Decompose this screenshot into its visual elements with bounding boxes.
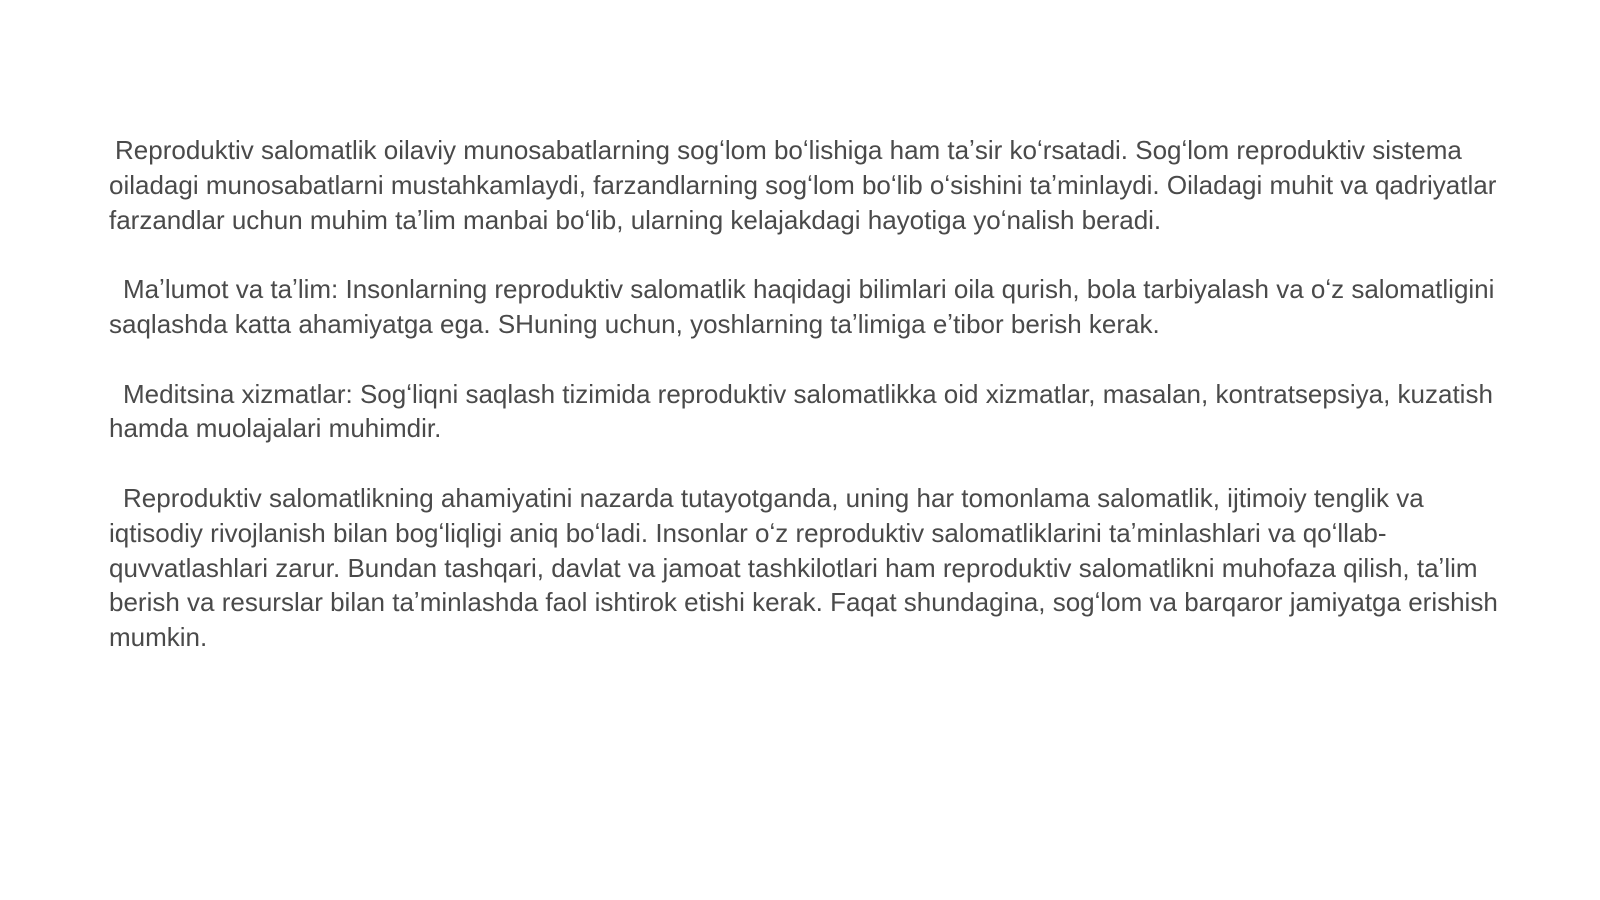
body-text [109,133,1509,655]
paragraph-medical-services: Meditsina xizmatlar: Sogʻliqni saqlash tizimida reproduktiv salomatlikka oid xizmatlar, masalan, kontratsepsiya, kuzatish hamda muolajalari muhimdir. [109,378,1493,444]
paragraph-family-relations: Reproduktiv salomatlik oilaviy munosabatlarning sogʻlom boʻlishiga ham taʼsir koʻrsatadi. Sogʻlom reproduktiv sistema oiladagi munosabatlarni mustahkamlaydi, farzandlarning sogʻlom boʻlib oʻsishini taʼminlaydi. Oiladagi muhit va qadriyatlar farzandlar uchun muhim taʼlim manbai boʻlib, ularning kelajakdagi hayotiga yoʻnalish beradi. [109,135,1497,235]
paragraph-information-education: Maʼlumot va taʼlim: Insonlarning reproduktiv salomatlik haqidagi bilimlari oila qurish, bola tarbiyalash va oʻz salomatligini saqlashda katta ahamiyatga ega. SHuning uchun, yoshlarning taʼlimiga eʼtibor berish kerak. [109,274,1495,339]
paragraph-conclusion: Reproduktiv salomatlikning ahamiyatini nazarda tutayotganda, uning har tomonlama salomatlik, ijtimoiy tenglik va iqtisodiy rivojlanish bilan bogʻliqligi aniq boʻladi. Insonlar oʻz reproduktiv salomatliklarini taʼminlashlari va qoʻllab-quvvatlashlari zarur. Bundan tashqari, davlat va jamoat tashkilotlari ham reproduktiv salomatlikni muhofaza qilish, taʼlim berish va resurslar bilan taʼminlashda faol ishtirok etishi kerak. Faqat shundagina, sogʻlom va barqaror jamiyatga erishish mumkin. [109,482,1498,653]
